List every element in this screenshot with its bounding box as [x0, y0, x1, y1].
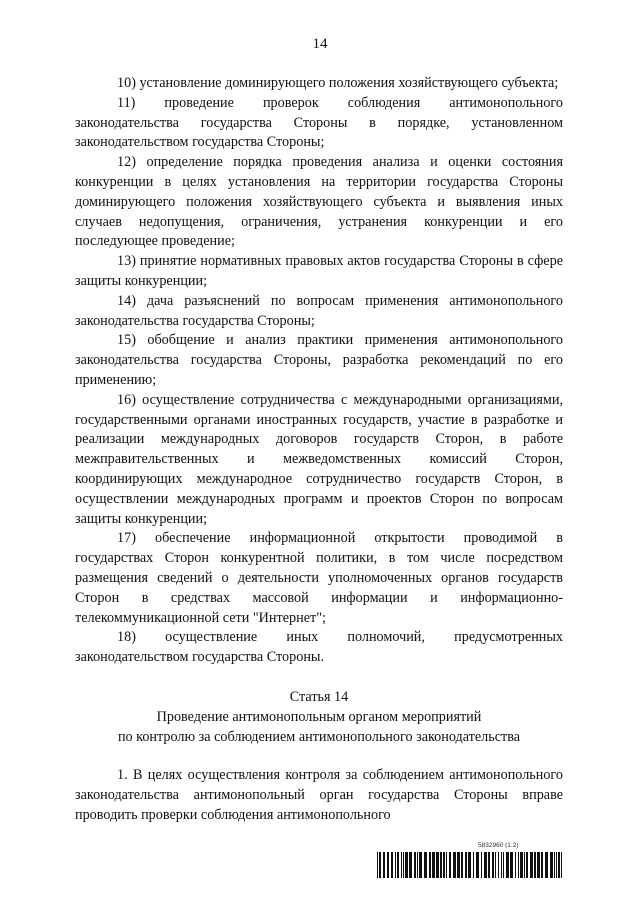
- barcode-bar: [391, 852, 393, 878]
- article-heading: [75, 688, 563, 747]
- barcode-bar: [440, 852, 442, 878]
- barcode-bar: [403, 852, 404, 878]
- barcode-bar: [446, 852, 447, 878]
- barcode-bar: [520, 852, 523, 878]
- barcode-bar: [417, 852, 418, 878]
- list-item-18: 18) осуществление иных полномочий, предусмотренных законодательством государства Стороны.: [75, 629, 563, 666]
- barcode-bar: [414, 852, 416, 878]
- barcode-bar: [449, 852, 451, 878]
- list-item-11: 11) проведение проверок соблюдения антимонопольного законодательства государства Стороны в порядке, установленном законодательством государства Стороны;: [75, 94, 563, 151]
- article-paragraph-1: 1. В целях осуществления контроля за соблюдением антимонопольного законодательства антимонопольный орган государства Стороны вправе проводить проверки соблюдения антимонопольного: [75, 767, 563, 823]
- barcode-bar: [561, 852, 562, 878]
- barcode-bar: [501, 852, 502, 878]
- barcode-bar: [395, 852, 396, 878]
- barcode-bar: [556, 852, 557, 878]
- barcode-bar: [526, 852, 528, 878]
- barcode-bar: [436, 852, 439, 878]
- barcode-bar: [379, 852, 381, 878]
- barcode-bar: [545, 852, 548, 878]
- barcode-bar: [550, 852, 553, 878]
- page-number: 14: [312, 36, 328, 52]
- barcode-bar: [510, 852, 513, 878]
- barcode-bar: [515, 852, 516, 878]
- article-title-line-2: по контролю за соблюдением антимонопольного законодательства: [117, 728, 521, 745]
- barcode-bar: [495, 852, 496, 878]
- barcode-bar: [432, 852, 435, 878]
- barcode-bar: [405, 852, 408, 878]
- barcode-bar: [518, 852, 519, 878]
- list-item-15: 15) обобщение и анализ практики применения антимонопольного законодательства государства Стороны, разработка рекомендаций по его применению;: [75, 332, 563, 388]
- barcode-bar: [481, 852, 482, 878]
- list-item-17: 17) обеспечение информационной открытости проводимой в государствах Сторон конкурентной политики, в том числе посредством размещения сведений о деятельности уполномоченных органов государств Сторон в средствах массовой информации и информационно-телекоммуникационной сети "Интернет";: [75, 530, 563, 626]
- list-item-16: 16) осуществление сотрудничества с международными организациями, государственными органами иностранных государств, участие в разработке и реализации международных договоров государств Сторон, в работе межправительственных и межведомственных комиссий Сторон, координирующих международное сотрудничество государств Сторон, в осуществлении международных программ и проектов Сторон по вопросам защиты конкуренции;: [75, 391, 563, 527]
- barcode-bar: [383, 852, 385, 878]
- barcode-bar: [492, 852, 494, 878]
- article-title-line-1: Проведение антимонопольным органом мероприятий: [156, 708, 482, 725]
- barcode-bar: [465, 852, 467, 878]
- barcode-bar: [558, 852, 560, 878]
- document-code: 5832960 (1.2): [478, 842, 519, 849]
- document-body: [75, 74, 563, 826]
- barcode-bar: [537, 852, 540, 878]
- list-item-12: 12) определение порядка проведения анализа и оценки состояния конкуренции в целях установления на территории государства Стороны доминирующего положения хозяйствующего субъекта и выявления иных случаев недопущения, ограничения, устранения конкуренции и его последующее проведение;: [75, 154, 563, 250]
- barcode-bar: [554, 852, 555, 878]
- barcode-bar: [506, 852, 509, 878]
- barcode-bar: [473, 852, 474, 878]
- barcode-icon: [377, 852, 565, 878]
- barcode-bar: [530, 852, 533, 878]
- barcode-bar: [377, 852, 378, 878]
- barcode-bar: [409, 852, 412, 878]
- barcode-bar: [457, 852, 460, 878]
- barcode-bar: [534, 852, 536, 878]
- barcode-bar: [498, 852, 499, 878]
- barcode-bar: [401, 852, 402, 878]
- barcode-bar: [524, 852, 525, 878]
- list-item-13: 13) принятие нормативных правовых актов государства Стороны в сфере защиты конкуренции;: [75, 253, 563, 289]
- barcode-bar: [488, 852, 490, 878]
- barcode-bar: [461, 852, 463, 878]
- list-item-10: 10) установление доминирующего положения хозяйствующего субъекта;: [117, 75, 559, 91]
- barcode-bar: [503, 852, 504, 878]
- barcode-bar: [424, 852, 427, 878]
- list-item-14: 14) дача разъяснений по вопросам применения антимонопольного законодательства государства Стороны;: [75, 292, 563, 329]
- barcode-bar: [484, 852, 487, 878]
- article-number: Статья 14: [289, 688, 349, 705]
- barcode-bar: [429, 852, 431, 878]
- barcode-bar: [419, 852, 422, 878]
- barcode-bar: [468, 852, 471, 878]
- barcode-bar: [397, 852, 399, 878]
- barcode-bar: [443, 852, 445, 878]
- barcode-bar: [453, 852, 456, 878]
- barcode-bar: [387, 852, 389, 878]
- barcode-bar: [541, 852, 543, 878]
- barcode-bar: [476, 852, 479, 878]
